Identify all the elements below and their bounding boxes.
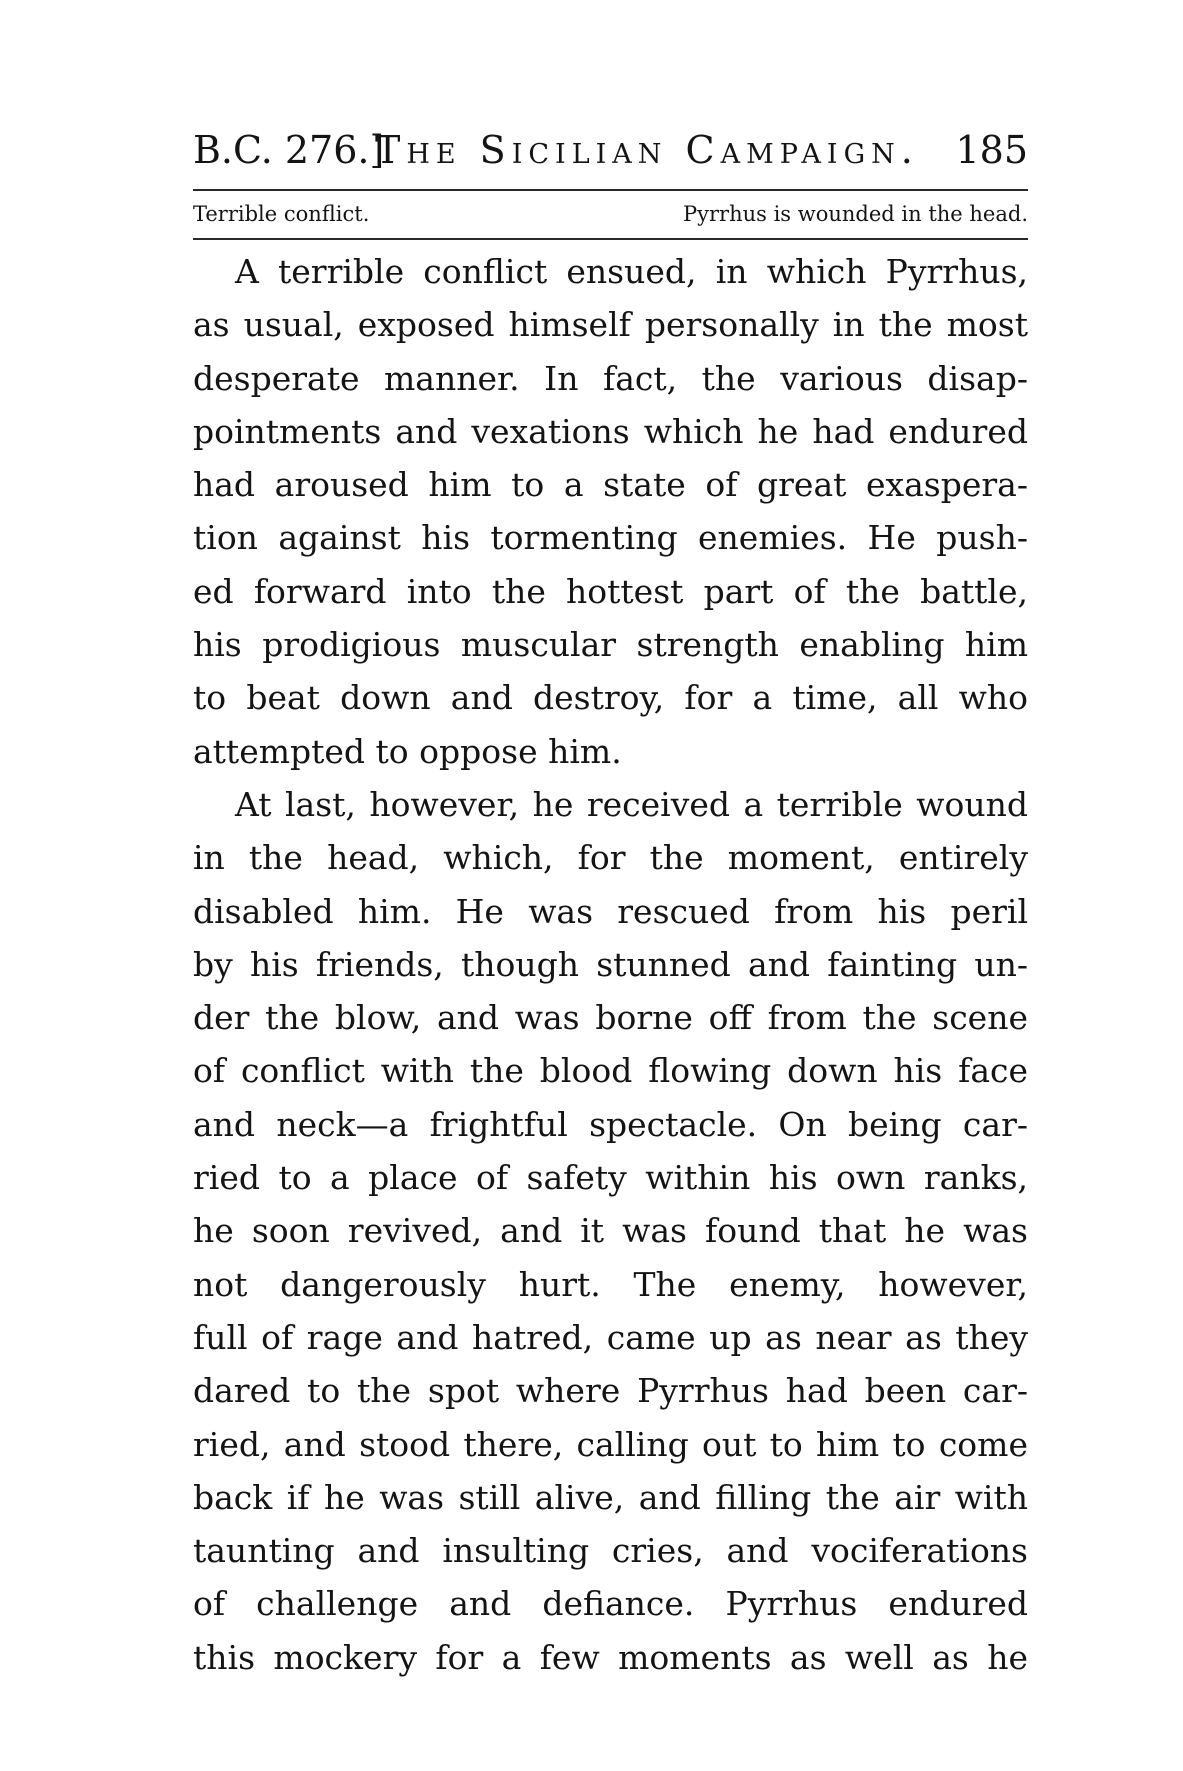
text-line: his prodigious muscular strength enabling him — [193, 625, 1028, 665]
side-notes — [193, 193, 1028, 235]
text-line: taunting and insulting cries, and vociferations — [193, 1531, 1028, 1571]
text-line: A terrible conflict ensued, in which Pyrrhus, — [235, 252, 1028, 291]
page-number: 185 — [955, 128, 1028, 172]
running-head-era: B.C. 276.] — [193, 128, 385, 172]
text-line: this mockery for a few moments as well as he — [193, 1637, 1028, 1677]
text-line: to beat down and destroy, for a time, all who — [193, 678, 1028, 718]
running-head-title: The Sicilian Campaign. — [375, 128, 919, 172]
text-line: ried, and stood there, calling out to him to come — [193, 1424, 1028, 1464]
text-line: At last, however, he received a terrible wound — [235, 784, 1028, 824]
body-text — [193, 245, 1028, 1684]
side-note-left: Terrible conflict. — [193, 202, 370, 226]
header-rule-bottom — [193, 238, 1028, 240]
text-line: of challenge and defiance. Pyrrhus endured — [193, 1584, 1028, 1624]
text-line: of conflict with the blood flowing down his face — [193, 1051, 1028, 1091]
running-head — [193, 122, 1028, 178]
text-line: attempted to oppose him. — [193, 731, 622, 771]
text-line: as usual, exposed himself personally in the most — [193, 305, 1028, 345]
text-line: back if he was still alive, and filling the air with — [193, 1477, 1028, 1517]
text-line: ed forward into the hottest part of the battle, — [193, 571, 1028, 611]
text-line: and neck—a frightful spectacle. On being car- — [193, 1104, 1028, 1144]
text-line: had aroused him to a state of great exaspera- — [193, 465, 1028, 505]
text-line: not dangerously hurt. The enemy, however, — [193, 1264, 1028, 1304]
text-line: disabled him. He was rescued from his peril — [193, 891, 1028, 931]
text-line: ried to a place of safety within his own ranks, — [193, 1158, 1028, 1198]
header-rule-top — [193, 189, 1028, 191]
text-line: pointments and vexations which he had endured — [193, 411, 1028, 451]
side-note-right: Pyrrhus is wounded in the head. — [683, 202, 1028, 226]
text-line: desperate manner. In fact, the various disap- — [193, 358, 1028, 398]
text-line: in the head, which, for the moment, entirely — [193, 838, 1028, 878]
text-line: he soon revived, and it was found that he was — [193, 1211, 1028, 1251]
text-line: der the blow, and was borne off from the scene — [193, 998, 1028, 1038]
text-line: dared to the spot where Pyrrhus had been car- — [193, 1371, 1028, 1411]
text-line: tion against his tormenting enemies. He push- — [193, 518, 1028, 558]
text-line: full of rage and hatred, came up as near as they — [193, 1317, 1028, 1357]
text-line: by his friends, though stunned and fainting un- — [193, 944, 1028, 984]
